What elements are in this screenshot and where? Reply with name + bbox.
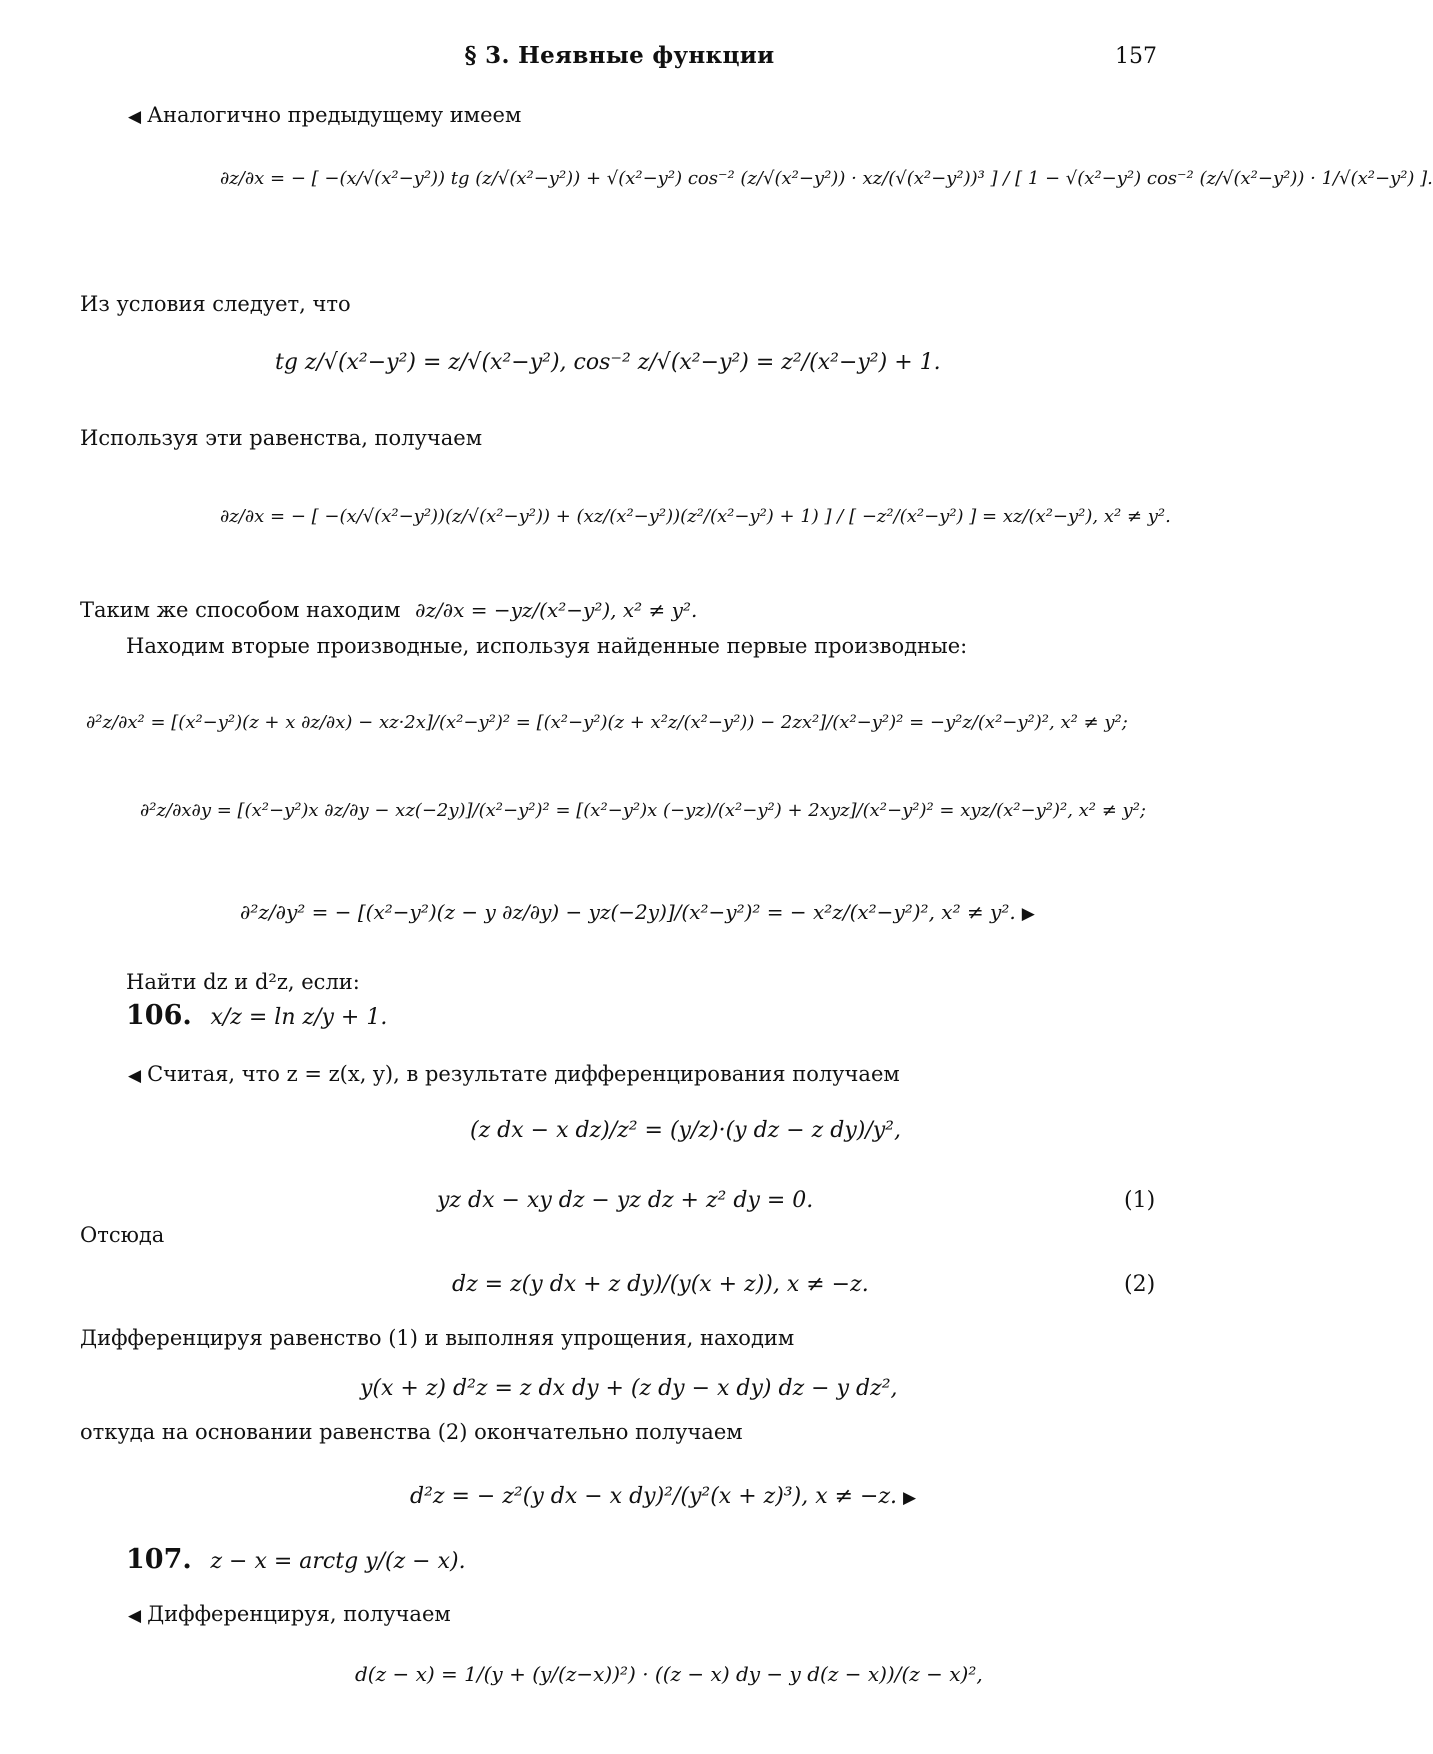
text-line: откуда на основании равенства (2) окончательно получаем	[80, 1420, 743, 1444]
text-line-content: Считая, что z = z(x, y), в результате дифференцирования получаем	[147, 1062, 900, 1086]
formula-content: ∂²z/∂y² = − [(x²−y²)(z − y ∂z/∂y) − yz(−2y)]/(x²−y²)² = − x²z/(x²−y²)², x² ≠ y².	[240, 900, 1016, 924]
formula-equation-2: dz = z(y dx + z dy)/(y(x + z)), x ≠ −z.	[452, 1272, 869, 1297]
formula-partial-derivative-y: ∂z/∂x = −yz/(x²−y²), x² ≠ y².	[415, 598, 698, 622]
text-line: Дифференцируя равенство (1) и выполняя упрощения, находим	[80, 1326, 795, 1350]
problem-equation: z − x = arctg y/(z − x).	[210, 1549, 466, 1574]
formula-second-derivative-yy	[240, 900, 1035, 924]
formula-second-derivative-xy: ∂²z/∂x∂y = [(x²−y²)x ∂z/∂y − xz(−2y)]/(x²−y²)² = [(x²−y²)x (−yz)/(x²−y²) + 2xyz]/(x²−y²)² = xyz/(x²−y²)², x² ≠ y²;	[140, 800, 1146, 821]
formula-differential: (z dx − x dz)/z² = (y/z)·(y dz − z dy)/y²,	[470, 1118, 901, 1143]
problem-number: 107.	[126, 1544, 192, 1575]
formula-second-differential: y(x + z) d²z = z dx dy + (z dy − x dy) dz − y dz²,	[360, 1376, 898, 1401]
end-mark-icon: ▶	[903, 1488, 917, 1508]
end-mark-icon: ▶	[1021, 904, 1035, 924]
formula-content: d²z = − z²(y dx − x dy)²/(y²(x + z)³), x ≠ −z.	[410, 1484, 898, 1509]
text-line-content: Дифференцируя, получаем	[147, 1602, 451, 1626]
formula-partial-derivative-result: ∂z/∂x = − [ −(x/√(x²−y²))(z/√(x²−y²)) + (xz/(x²−y²))(z²/(x²−y²) + 1) ] / [ −z²/(x²−y²) ] = xz/(x²−y²), x² ≠ y².	[220, 506, 1171, 527]
formula-equation-1: yz dx − xy dz − yz dz + z² dy = 0.	[437, 1188, 814, 1213]
text-line	[80, 598, 697, 622]
formula-second-derivative-xx: ∂²z/∂x² = [(x²−y²)(z + x ∂z/∂x) − xz·2x]/(x²−y²)² = [(x²−y²)(z + x²z/(x²−y²)) − 2zx²]/(x²−y²)² = −y²z/(x²−y²)², x² ≠ y²;	[86, 712, 1128, 733]
formula-differential-arctg: d(z − x) = 1/(y + (y/(z−x))²) · ((z − x) dy − y d(z − x))/(z − x)²,	[355, 1662, 983, 1686]
problem-107	[126, 1544, 466, 1575]
text-line: Отсюда	[80, 1223, 165, 1247]
text-line	[128, 103, 521, 127]
start-mark-icon: ◀	[128, 1606, 142, 1626]
problem-equation: x/z = ln z/y + 1.	[210, 1005, 388, 1030]
text-line	[128, 1602, 451, 1626]
problem-106	[126, 1000, 387, 1031]
text-line-content: Аналогично предыдущему имеем	[147, 103, 522, 127]
page-number: 157	[1115, 44, 1157, 69]
problem-number: 106.	[126, 1000, 192, 1031]
formula-d2z-result	[410, 1484, 916, 1509]
text-line	[128, 1062, 900, 1086]
text-line: Находим вторые производные, используя найденные первые производные:	[126, 634, 968, 658]
start-mark-icon: ◀	[128, 107, 142, 127]
formula-partial-derivative-x: ∂z/∂x = − [ −(x/√(x²−y²)) tg (z/√(x²−y²)) + √(x²−y²) cos⁻² (z/√(x²−y²)) · xz/(√(x²−y²))³ ] / [ 1 − √(x²−y²) cos⁻² (z/√(x²−y²)) · 1/√(x²−y²) ].	[220, 168, 1433, 189]
formula-conditions: tg z/√(x²−y²) = z/√(x²−y²), cos⁻² z/√(x²−y²) = z²/(x²−y²) + 1.	[275, 350, 941, 375]
equation-number: (2)	[1124, 1272, 1156, 1297]
equation-number: (1)	[1124, 1188, 1156, 1213]
text-line: Найти dz и d²z, если:	[126, 970, 360, 994]
text-line-content: Таким же способом находим	[80, 598, 401, 622]
text-line: Из условия следует, что	[80, 292, 351, 316]
text-line: Используя эти равенства, получаем	[80, 426, 483, 450]
start-mark-icon: ◀	[128, 1066, 142, 1086]
section-title: § 3. Неявные функции	[464, 42, 775, 69]
